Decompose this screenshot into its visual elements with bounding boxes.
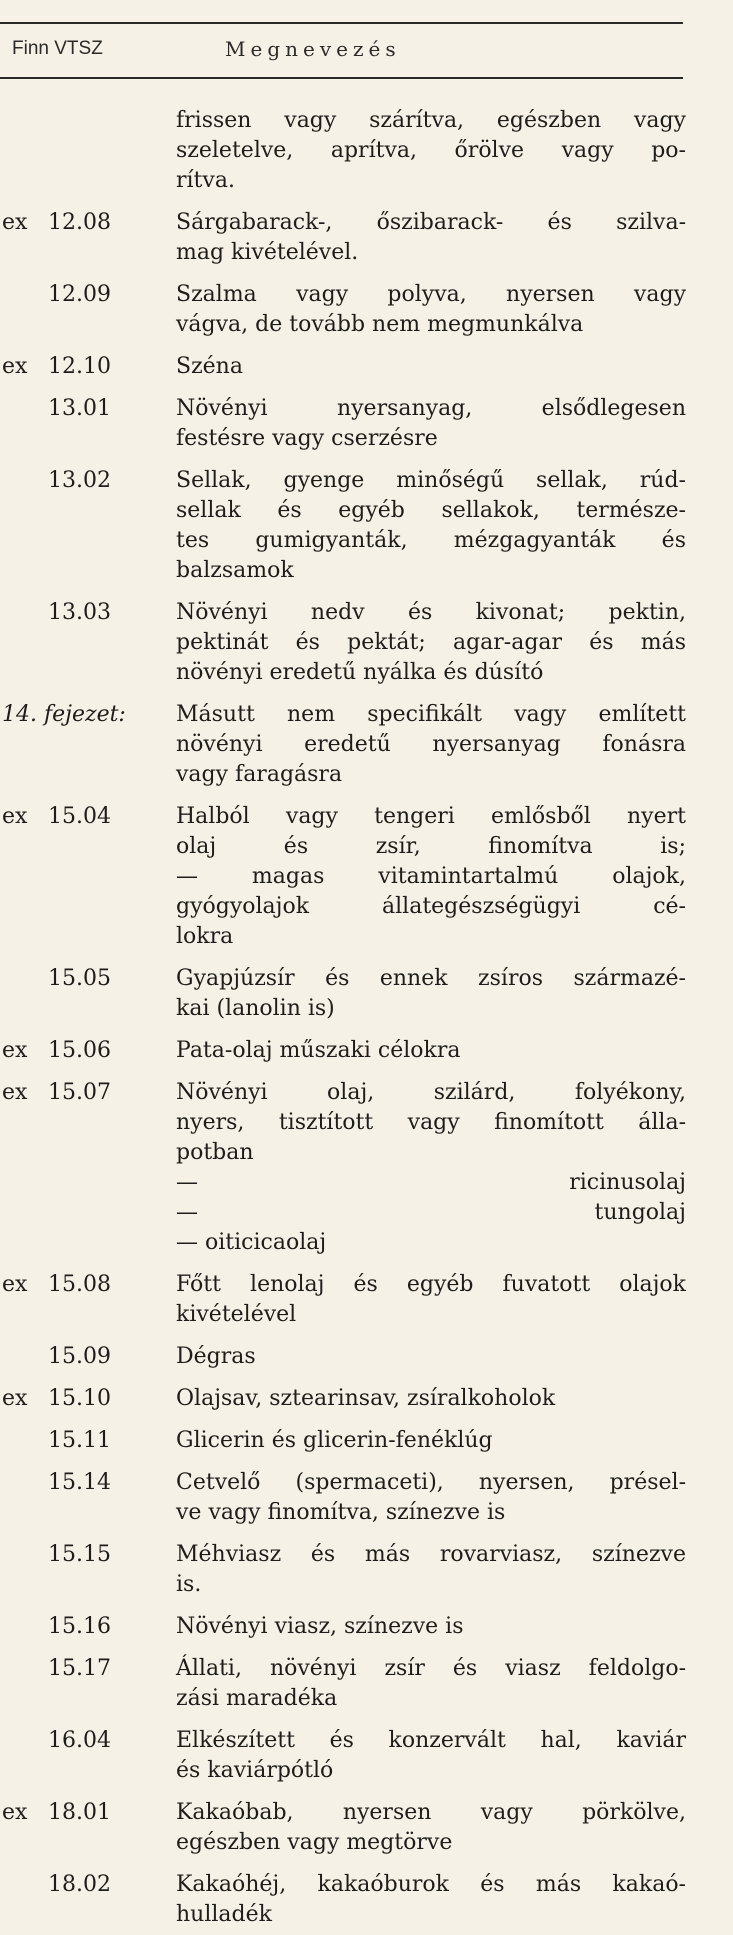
code-number: 15.04 xyxy=(48,804,111,829)
description-line: lokra xyxy=(176,924,234,949)
description xyxy=(176,1540,686,1600)
description-line: pektinát és pektát; agar-agar és más xyxy=(176,630,686,655)
code-number: 15.07 xyxy=(48,1080,111,1105)
tariff-code xyxy=(0,1870,176,1900)
description-line: potban xyxy=(176,1140,254,1165)
tariff-code xyxy=(0,466,176,496)
description xyxy=(176,1270,686,1330)
table-row xyxy=(0,466,733,586)
description xyxy=(176,208,686,268)
ex-prefix: ex xyxy=(2,1800,28,1825)
ex-prefix: ex xyxy=(2,804,28,829)
description xyxy=(176,1654,686,1714)
description xyxy=(176,964,686,1024)
tariff-code xyxy=(0,1726,176,1756)
tariff-code xyxy=(0,352,176,382)
description xyxy=(176,1426,686,1456)
description-line: Cetvelő (spermaceti), nyersen, présel- xyxy=(176,1470,686,1495)
description-line: vagy faragásra xyxy=(176,762,343,787)
table-row xyxy=(0,1468,733,1528)
tariff-code xyxy=(0,1654,176,1684)
tariff-code xyxy=(0,1798,176,1828)
table-row xyxy=(0,1384,733,1414)
description xyxy=(176,700,686,790)
table-row xyxy=(0,1798,733,1858)
description xyxy=(176,1870,686,1930)
description-line: és kaviárpótló xyxy=(176,1758,334,1783)
description-line: frissen vagy szárítva, egészben vagy xyxy=(176,108,686,133)
tariff-code xyxy=(0,1612,176,1642)
table-row xyxy=(0,1870,733,1930)
description xyxy=(176,1612,686,1642)
description-line: Kakaóhéj, kakaóburok és más kakaó- xyxy=(176,1872,686,1897)
tariff-code xyxy=(0,394,176,424)
description-line: mag kivételével. xyxy=(176,240,359,265)
table-row xyxy=(0,280,733,340)
description-line: olaj és zsír, finomítva is; xyxy=(176,834,686,859)
tariff-code xyxy=(0,208,176,238)
ex-prefix: ex xyxy=(2,354,28,379)
description xyxy=(176,1342,686,1372)
table-row xyxy=(0,352,733,382)
ex-prefix: ex xyxy=(2,1386,28,1411)
tariff-code xyxy=(0,1078,176,1108)
description-line: Sellak, gyenge minőségű sellak, rúd- xyxy=(176,468,686,493)
description xyxy=(176,1078,686,1258)
description-line: ve vagy finomítva, színezve is xyxy=(176,1500,506,1525)
code-number: 15.09 xyxy=(48,1344,111,1369)
table-row xyxy=(0,1342,733,1372)
table-row xyxy=(0,394,733,454)
description xyxy=(176,466,686,586)
table-row xyxy=(0,106,733,196)
description-line: Dégras xyxy=(176,1344,256,1369)
code-number: 15.05 xyxy=(48,966,111,991)
description-line: vágva, de tovább nem megmunkálva xyxy=(176,312,584,337)
table-row xyxy=(0,1270,733,1330)
description-line: Olajsav, sztearinsav, zsíralkoholok xyxy=(176,1386,556,1411)
code-number: 15.15 xyxy=(48,1542,111,1567)
tariff-code xyxy=(0,1342,176,1372)
description-line: rítva. xyxy=(176,168,235,193)
table-row xyxy=(0,1654,733,1714)
table-row xyxy=(0,700,733,790)
description-line: hulladék xyxy=(176,1902,272,1927)
code-number: 18.01 xyxy=(48,1800,111,1825)
ex-prefix: ex xyxy=(2,1272,28,1297)
tariff-code xyxy=(0,1540,176,1570)
table-row xyxy=(0,208,733,268)
description-line: Gyapjúzsír és ennek zsíros származé- xyxy=(176,966,686,991)
header-bottom-rule xyxy=(0,77,683,79)
description-line: sellak és egyéb sellakok, természe- xyxy=(176,498,686,523)
code-number: 15.16 xyxy=(48,1614,111,1639)
table-row xyxy=(0,1078,733,1258)
code-number: 16.04 xyxy=(48,1728,111,1753)
description xyxy=(176,598,686,688)
code-number: 15.06 xyxy=(48,1038,111,1063)
code-number: 12.08 xyxy=(48,210,111,235)
description-line: növényi eredetű nyersanyag fonásra xyxy=(176,732,686,757)
description xyxy=(176,394,686,454)
description-line: Halból vagy tengeri emlősből nyert xyxy=(176,804,686,829)
table-row xyxy=(0,1726,733,1786)
description-line: Glicerin és glicerin-fenéklúg xyxy=(176,1428,493,1453)
description-line: nyers, tisztított vagy finomított álla- xyxy=(176,1110,686,1135)
table-row xyxy=(0,598,733,688)
chapter-label: 14. fejezet: xyxy=(2,702,126,727)
description-line: Állati, növényi zsír és viasz feldolgo- xyxy=(176,1656,686,1681)
tariff-code xyxy=(0,1036,176,1066)
code-number: 18.02 xyxy=(48,1872,111,1897)
description-line: balzsamok xyxy=(176,558,294,583)
header-name-column: Megnevezés xyxy=(225,37,401,61)
tariff-code xyxy=(0,598,176,628)
description-line: Növényi viasz, színezve is xyxy=(176,1614,464,1639)
description-line: gyógyolajok állategészségügyi cé- xyxy=(176,894,686,919)
description xyxy=(176,106,686,196)
description-line: Növényi olaj, szilárd, folyékony, xyxy=(176,1080,686,1105)
tariff-code xyxy=(0,700,176,730)
description-line: Széna xyxy=(176,354,243,379)
tariff-code xyxy=(0,280,176,310)
code-number: 12.09 xyxy=(48,282,111,307)
tariff-table-body xyxy=(0,106,733,1930)
table-row xyxy=(0,1540,733,1600)
description-line: szeletelve, aprítva, őrölve vagy po- xyxy=(176,138,686,163)
code-number: 15.17 xyxy=(48,1656,111,1681)
description xyxy=(176,802,686,952)
tariff-code xyxy=(0,802,176,832)
table-header xyxy=(0,22,683,77)
code-number: 15.14 xyxy=(48,1470,111,1495)
ex-prefix: ex xyxy=(2,1080,28,1105)
description-line: Szalma vagy polyva, nyersen vagy xyxy=(176,282,686,307)
code-number: 13.02 xyxy=(48,468,111,493)
description-line: — oiticicaolaj xyxy=(176,1230,327,1255)
header-code-column: Finn VTSZ xyxy=(12,38,103,59)
description-line: — magas vitamintartalmú olajok, xyxy=(176,864,686,889)
description-line: egészben vagy megtörve xyxy=(176,1830,453,1855)
table-row xyxy=(0,964,733,1024)
description-line: — ricinusolaj xyxy=(176,1170,686,1195)
tariff-code xyxy=(0,1384,176,1414)
description-line: Méhviasz és más rovarviasz, színezve xyxy=(176,1542,686,1567)
ex-prefix: ex xyxy=(2,210,28,235)
description xyxy=(176,1036,686,1066)
code-number: 13.03 xyxy=(48,600,111,625)
description-line: Főtt lenolaj és egyéb fuvatott olajok xyxy=(176,1272,686,1297)
description-line: Másutt nem specifikált vagy említett xyxy=(176,702,686,727)
table-row xyxy=(0,1036,733,1066)
description-line: Elkészített és konzervált hal, kaviár xyxy=(176,1728,686,1753)
code-number: 13.01 xyxy=(48,396,111,421)
description-line: növényi eredetű nyálka és dúsító xyxy=(176,660,544,685)
description-line: — tungolaj xyxy=(176,1200,686,1225)
description xyxy=(176,1798,686,1858)
description-line: festésre vagy cserzésre xyxy=(176,426,438,451)
table-row xyxy=(0,1612,733,1642)
description-line: Kakaóbab, nyersen vagy pörkölve, xyxy=(176,1800,686,1825)
description xyxy=(176,1468,686,1528)
description xyxy=(176,1726,686,1786)
table-row xyxy=(0,1426,733,1456)
description-line: Pata-olaj műszaki célokra xyxy=(176,1038,461,1063)
code-number: 15.08 xyxy=(48,1272,111,1297)
description xyxy=(176,1384,686,1414)
tariff-code xyxy=(0,1426,176,1456)
description-line: Sárgabarack-, őszibarack- és szilva- xyxy=(176,210,686,235)
description-line: zási maradéka xyxy=(176,1686,338,1711)
code-number: 12.10 xyxy=(48,354,111,379)
description xyxy=(176,280,686,340)
description-line: is. xyxy=(176,1572,202,1597)
tariff-code xyxy=(0,1468,176,1498)
tariff-code xyxy=(0,964,176,994)
description xyxy=(176,352,686,382)
tariff-code xyxy=(0,106,176,136)
code-number: 15.10 xyxy=(48,1386,111,1411)
table-row xyxy=(0,802,733,952)
description-line: Növényi nyersanyag, elsődlegesen xyxy=(176,396,686,421)
description-line: kai (lanolin is) xyxy=(176,996,335,1021)
ex-prefix: ex xyxy=(2,1038,28,1063)
code-number: 15.11 xyxy=(48,1428,111,1453)
description-line: tes gumigyanták, mézgagyanták és xyxy=(176,528,686,553)
description-line: kivételével xyxy=(176,1302,297,1327)
description-line: Növényi nedv és kivonat; pektin, xyxy=(176,600,686,625)
tariff-code xyxy=(0,1270,176,1300)
